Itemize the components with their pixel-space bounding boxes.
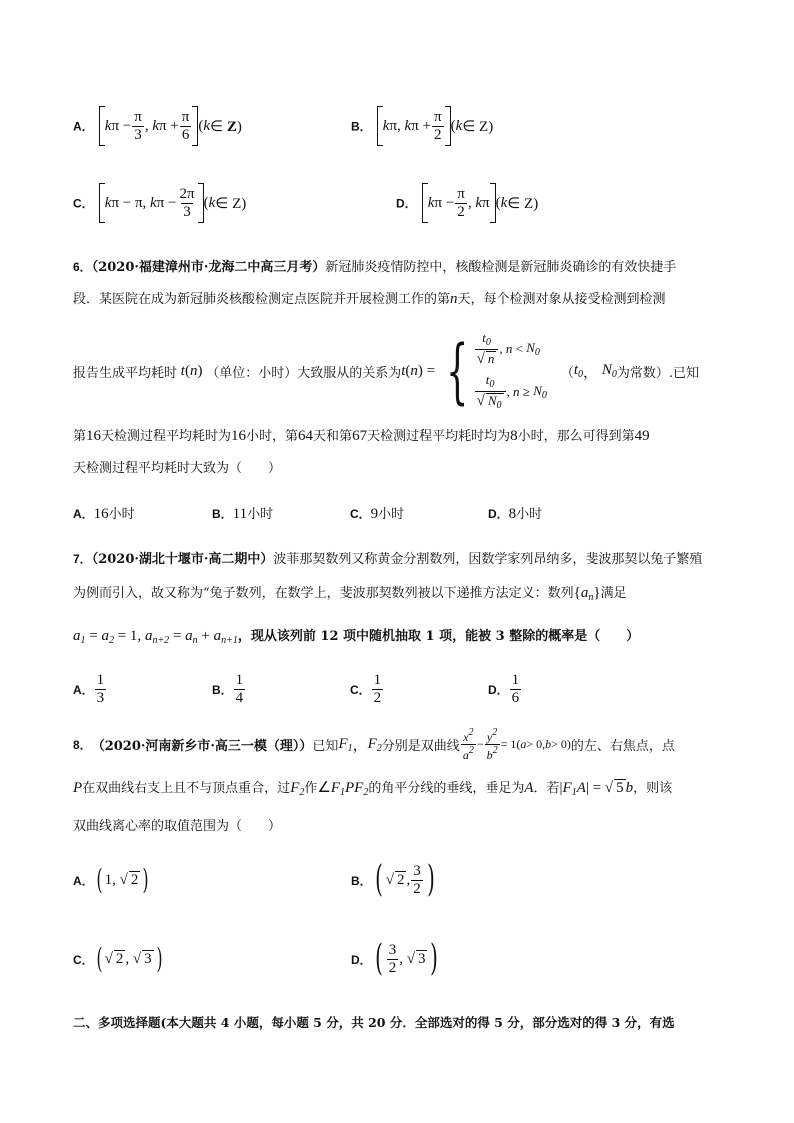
option-label: A． <box>73 683 94 697</box>
denominator: 3 <box>96 690 105 706</box>
q7-line-1 <box>73 548 702 567</box>
question-number: 8． <box>73 738 92 752</box>
question-text: （ <box>560 365 574 381</box>
question-text: 天检测过程平均耗时大致为（ ） <box>73 461 282 476</box>
q6-option-c <box>350 503 404 523</box>
option-value: 16 <box>93 506 109 522</box>
question-text: 波菲那契数列又称黄金分割数列，因数学家列昂纳多，斐波那契以兔子繁殖 <box>273 552 703 567</box>
option-label: C． <box>73 196 94 211</box>
option-label: D． <box>351 952 372 967</box>
question-text: 小时，第 <box>246 429 299 444</box>
q8-line-3 <box>73 815 281 834</box>
option-label: D． <box>488 507 509 521</box>
question-text: 的角平分线的垂线，垂足为 <box>368 781 525 796</box>
question-text: 为例而引入，故又称为“兔子数列，在数学上，斐波那契数列被以下递推方法定义：数列 <box>73 586 574 601</box>
q5-option-b <box>351 106 493 146</box>
q6-line-1 <box>73 256 676 275</box>
option-unit: 小时 <box>247 507 274 522</box>
q8-option-a <box>73 863 151 896</box>
q7-option-a <box>73 673 107 706</box>
q8-option-c <box>73 942 165 975</box>
q5-option-d <box>396 183 538 223</box>
numerator: 1 <box>235 672 244 688</box>
option-unit: 小时 <box>108 507 135 522</box>
q6-option-d <box>488 503 542 523</box>
denominator: 2 <box>373 690 382 706</box>
q7-option-b <box>212 673 246 706</box>
question-text: 在双曲线右支上且不与顶点重合，过 <box>82 781 291 796</box>
q8-line-1: 8． （2020·河南新乡市·高三一模（理）） 已知 $F_1$ ， $F_2$ 分别是双曲线 $\frac{x^2}{a^2}$ − $\frac{y^2}{b^2}$ = 1( a > 0, b > 0) 的左、右焦点，点 <box>73 727 675 762</box>
section-title: 二、多项选择题(本大题共 4 小题，每小题 5 分，共 20 分．全部选对的得 5 分，部分选对的得 3 分，有选 <box>73 1015 675 1030</box>
q8-option-d <box>351 938 442 979</box>
option-expression: ( $\frac{3}{2}$ , √ 3 ) <box>374 938 439 979</box>
hyperbola-equation: $\frac{x^2}{a^2}$ − $\frac{y^2}{b^2}$ = 1( a > 0, b > 0) <box>462 727 571 762</box>
q7-line-3 <box>73 625 639 646</box>
q7-option-c <box>350 673 384 706</box>
question-number: 7． <box>73 552 92 566</box>
number: 16 <box>231 428 247 444</box>
question-text: ．若 <box>533 781 560 796</box>
q6-option-b <box>212 503 273 523</box>
question-text: （单位：小时）大致服从的关系为 <box>206 365 402 381</box>
q6-line-2: 段．某医院在成为新冠肺炎核酸检测定点医院并开展检测工作的第n天，每个检测对象从接受检测到检测 <box>73 291 666 307</box>
question-source: （2020·湖北十堰市·高二期中） <box>91 552 274 567</box>
option-label: A． <box>73 507 94 521</box>
option-expression: k π − π, k π − $\frac{2\pi}{3}$ ( k ∈ Z) <box>99 183 246 223</box>
option-expression: k π − $\frac{\pi}{2}$ , k π ( k ∈ Z) <box>422 183 538 223</box>
q6-line-5 <box>73 457 281 476</box>
denominator: 4 <box>235 690 244 706</box>
question-text: ，现从该列前 12 项中随机抽取 1 项，能被 3 整除的概率是（ ） <box>237 629 640 644</box>
question-text: 报告生成平均耗时 <box>73 365 178 381</box>
number: 8 <box>510 428 518 444</box>
question-text: 第 <box>73 429 87 444</box>
section-2-heading <box>73 1013 675 1031</box>
option-label: B． <box>212 683 233 697</box>
question-text: 已知 <box>312 739 339 754</box>
option-unit: 小时 <box>516 507 543 522</box>
numerator: 1 <box>511 672 520 688</box>
question-text: 天，每个检测对象从接受检测到检测 <box>457 292 666 307</box>
question-text: 双曲线离心率的取值范围为（ ） <box>73 819 282 834</box>
option-label: D． <box>396 196 417 211</box>
question-number: 6． <box>73 260 92 274</box>
option-expression: ( √ 2 , √ 3 ) <box>96 942 163 975</box>
q7-line-2: 为例而引入，故又称为“兔子数列，在数学上，斐波那契数列被以下递推方法定义：数列$\{a_n\}$满足 <box>73 585 627 603</box>
option-value: 9 <box>370 506 379 522</box>
question-text: 天检测过程平均耗时均为 <box>367 429 511 444</box>
numerator: 1 <box>96 672 105 688</box>
question-source: （2020·河南新乡市·高三一模（理）） <box>91 739 313 754</box>
denominator: 6 <box>511 690 520 706</box>
question-text: 段．某医院在成为新冠肺炎核酸检测定点医院并开展检测工作的第 <box>73 292 451 307</box>
question-text: 小时，那么可得到第 <box>517 429 635 444</box>
numerator: 1 <box>373 672 382 688</box>
number: 67 <box>352 428 368 444</box>
q6-line-3: 报告生成平均耗时 t ( n ) （单位：小时）大致服从的关系为 t ( n ) = { $\frac{t_0}{√ n}$ , n < $N_0$ $\frac{t_0}{√ N_0}$ , n ≥ $N_0$ （ $t_0$ ， $N_0$ 为常数）.已知 <box>73 330 699 412</box>
option-label: C． <box>73 952 94 967</box>
q5-option-c <box>73 183 246 223</box>
option-label: B． <box>351 119 372 134</box>
q8-line-2: P在双曲线右支上且不与顶点重合，过$F_2$作$\angle F_1PF_2$的角平分线的垂线，垂足为A．若$|F_1A|$ = √ 5 b，则该 <box>73 780 673 798</box>
question-source: （2020·福建漳州市·龙海二中高三月考） <box>91 260 326 275</box>
question-text: 满足 <box>600 586 627 601</box>
option-unit: 小时 <box>378 507 405 522</box>
option-label: B． <box>212 507 233 521</box>
q8-option-b <box>351 859 438 900</box>
question-text: 的左、右焦点，点 <box>570 739 675 754</box>
option-label: D． <box>488 683 509 697</box>
option-value: 8 <box>508 506 517 522</box>
option-expression: ( √ 2 , $\frac{3}{2}$ ) <box>374 859 435 900</box>
option-label: C． <box>350 507 371 521</box>
question-text: 天检测过程平均耗时为 <box>101 429 232 444</box>
q7-option-d <box>488 673 522 706</box>
option-label: C． <box>350 683 371 697</box>
number: 64 <box>298 428 314 444</box>
option-expression: k π − $\frac{\pi}{3}$ , k π + $\frac{\pi}{6}$ ( k ∈ Z) <box>99 106 242 146</box>
question-text: 新冠肺炎疫情防控中，核酸检测是新冠肺炎确诊的有效快捷手 <box>325 260 677 275</box>
piecewise-function: $\frac{t_0}{√ n}$ , n < $N_0$ $\frac{t_0}{√ N_0}$ , n ≥ $N_0$ <box>476 330 547 411</box>
question-text: ，则该 <box>633 781 673 796</box>
option-expression: ( 1, √ 2 ) <box>96 863 149 896</box>
question-text: 作 <box>304 781 318 796</box>
number: 49 <box>634 428 650 444</box>
question-text: 天和第 <box>313 429 353 444</box>
question-text: 分别是双曲线 <box>381 739 460 754</box>
option-label: B． <box>351 873 372 888</box>
option-label: A． <box>73 119 94 134</box>
q6-line-4 <box>73 425 650 445</box>
q5-option-a <box>73 106 242 146</box>
q6-option-a <box>73 503 135 523</box>
question-text: 为常数）.已知 <box>616 365 699 381</box>
option-label: A． <box>73 873 94 888</box>
recurrence-formula: $a_1 = a_2 = 1$, $a_{n+2} = a_n + a_{n+1}$ <box>73 628 238 646</box>
option-expression: k π, k π + $\frac{\pi}{2}$ ( k ∈ Z) <box>377 106 493 146</box>
option-value: 11 <box>232 506 248 522</box>
number: 16 <box>86 428 102 444</box>
